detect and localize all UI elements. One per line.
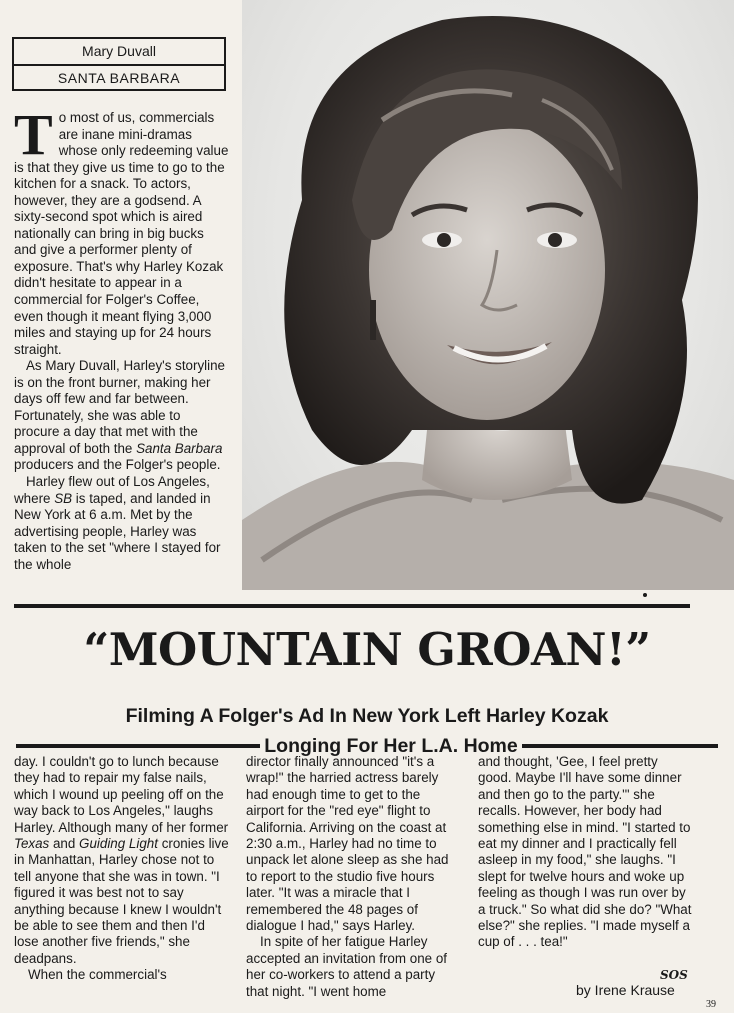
intro-text-2-italic: Santa Barbara [136, 440, 223, 456]
col1-text-b: and [49, 836, 80, 852]
column-2-paragraph-1: director finally announced "it's a wrap!" the harried actress barely had enough time to get to the airport for the "red eye" flight to California. Arriving on the coast at 2:30 a.m., Harley had no time to unpack let alone sleep as she had to report to the studio five hours later. "It was a miracle that I remembered the 48 pages of dialogue I had," says Harley. [246, 754, 449, 934]
subheadline [0, 703, 734, 759]
intro-text-1: o most of us, commercials are inane mini-dramas whose only redeeming value is that they give us time to go to the kitchen for a snack. To actors, however, they are a godsend. A sixty-second spot which is aired nationally can bring in big bucks and give a performer plenty of exposure. That's why Harley Kozak didn't hesitate to appear in a commercial for Folger's Coffee, even though it meant flying 3,000 miles and staying up for 24 hours straight. [14, 110, 229, 357]
body-column-2 [246, 754, 461, 1000]
column-1-paragraph-2: When the commercial's [28, 967, 167, 983]
col1-italic-guiding-light: Guiding Light [79, 836, 158, 852]
col1-text-c: cronies live in Manhattan, Harley chose not to tell anyone that she was in town. "I figured it was best not to say anything because I knew I wouldn't be able to see them and then I'd lose another five friends," she deadpans. [14, 836, 229, 966]
character-name: Mary Duvall [14, 39, 224, 66]
drop-cap: T [14, 102, 53, 167]
col1-italic-texas: Texas [14, 836, 50, 852]
subhead-right-bar [522, 744, 718, 748]
page-number: 39 [706, 999, 716, 1010]
subheadline-line-1: Filming A Folger's Ad In New York Left Harley Kozak [125, 705, 609, 727]
intro-paragraph-2 [14, 358, 229, 474]
column-2-paragraph-2: In spite of her fatigue Harley accepted an invitation from one of her co-workers to attend a party that night. "I went home [246, 934, 447, 999]
subhead-left-bar [16, 744, 260, 748]
intro-text-3b: is taped, and landed in New York at 6 a.m. Met by the advertising people, Harley was taken to the set "where I stayed for the whole [14, 490, 221, 572]
portrait-photo [242, 0, 734, 590]
rule-dot [643, 593, 647, 597]
intro-text-3-italic: SB [54, 490, 73, 506]
intro-paragraph-3 [14, 474, 229, 573]
column-3-paragraph-1: and thought, 'Gee, I feel pretty good. Maybe I'll have some dinner and then go to the party.'" she recalls. However, her body had something else in mind. "I started to eat my dinner and I practically fell asleep in my food," she laughs. "I slept for twelve hours and woke up feeling as though I was run over by a truck." So what did she do? "What else?" she replies. "I made myself a cup of . . . tea!" [478, 754, 692, 950]
body-column-1 [14, 754, 229, 984]
subheadline-line-2: Longing For Her L.A. Home [264, 735, 518, 757]
column-1-paragraph-1 [14, 754, 229, 967]
col1-text-a: day. I couldn't go to lunch because they had to repair my false nails, which I wound up peeling off on the way back to Los Angeles," laughs Harley. Although many of her former [14, 754, 229, 835]
show-name: SANTA BARBARA [57, 70, 181, 86]
headline: “MOUNTAIN GROAN!” [83, 623, 651, 676]
intro-paragraph-1 [14, 102, 229, 358]
end-mark: SOS [660, 968, 688, 982]
body-column-3 [478, 754, 693, 951]
byline: by Irene Krause [576, 982, 675, 998]
section-rule [14, 604, 690, 608]
intro-text-2b: producers and the Folger's people. [14, 457, 221, 473]
portrait-illustration [242, 0, 734, 590]
intro-text-2a: As Mary Duvall, Harley's storyline is on the front burner, making her days off few and far between. Fortunately, she was able to procure a day that met with the approval of both the [14, 358, 226, 456]
character-box [12, 37, 226, 91]
intro-column [14, 102, 229, 573]
intro-text-3a: Harley flew out of Los Angeles, where [14, 474, 210, 506]
